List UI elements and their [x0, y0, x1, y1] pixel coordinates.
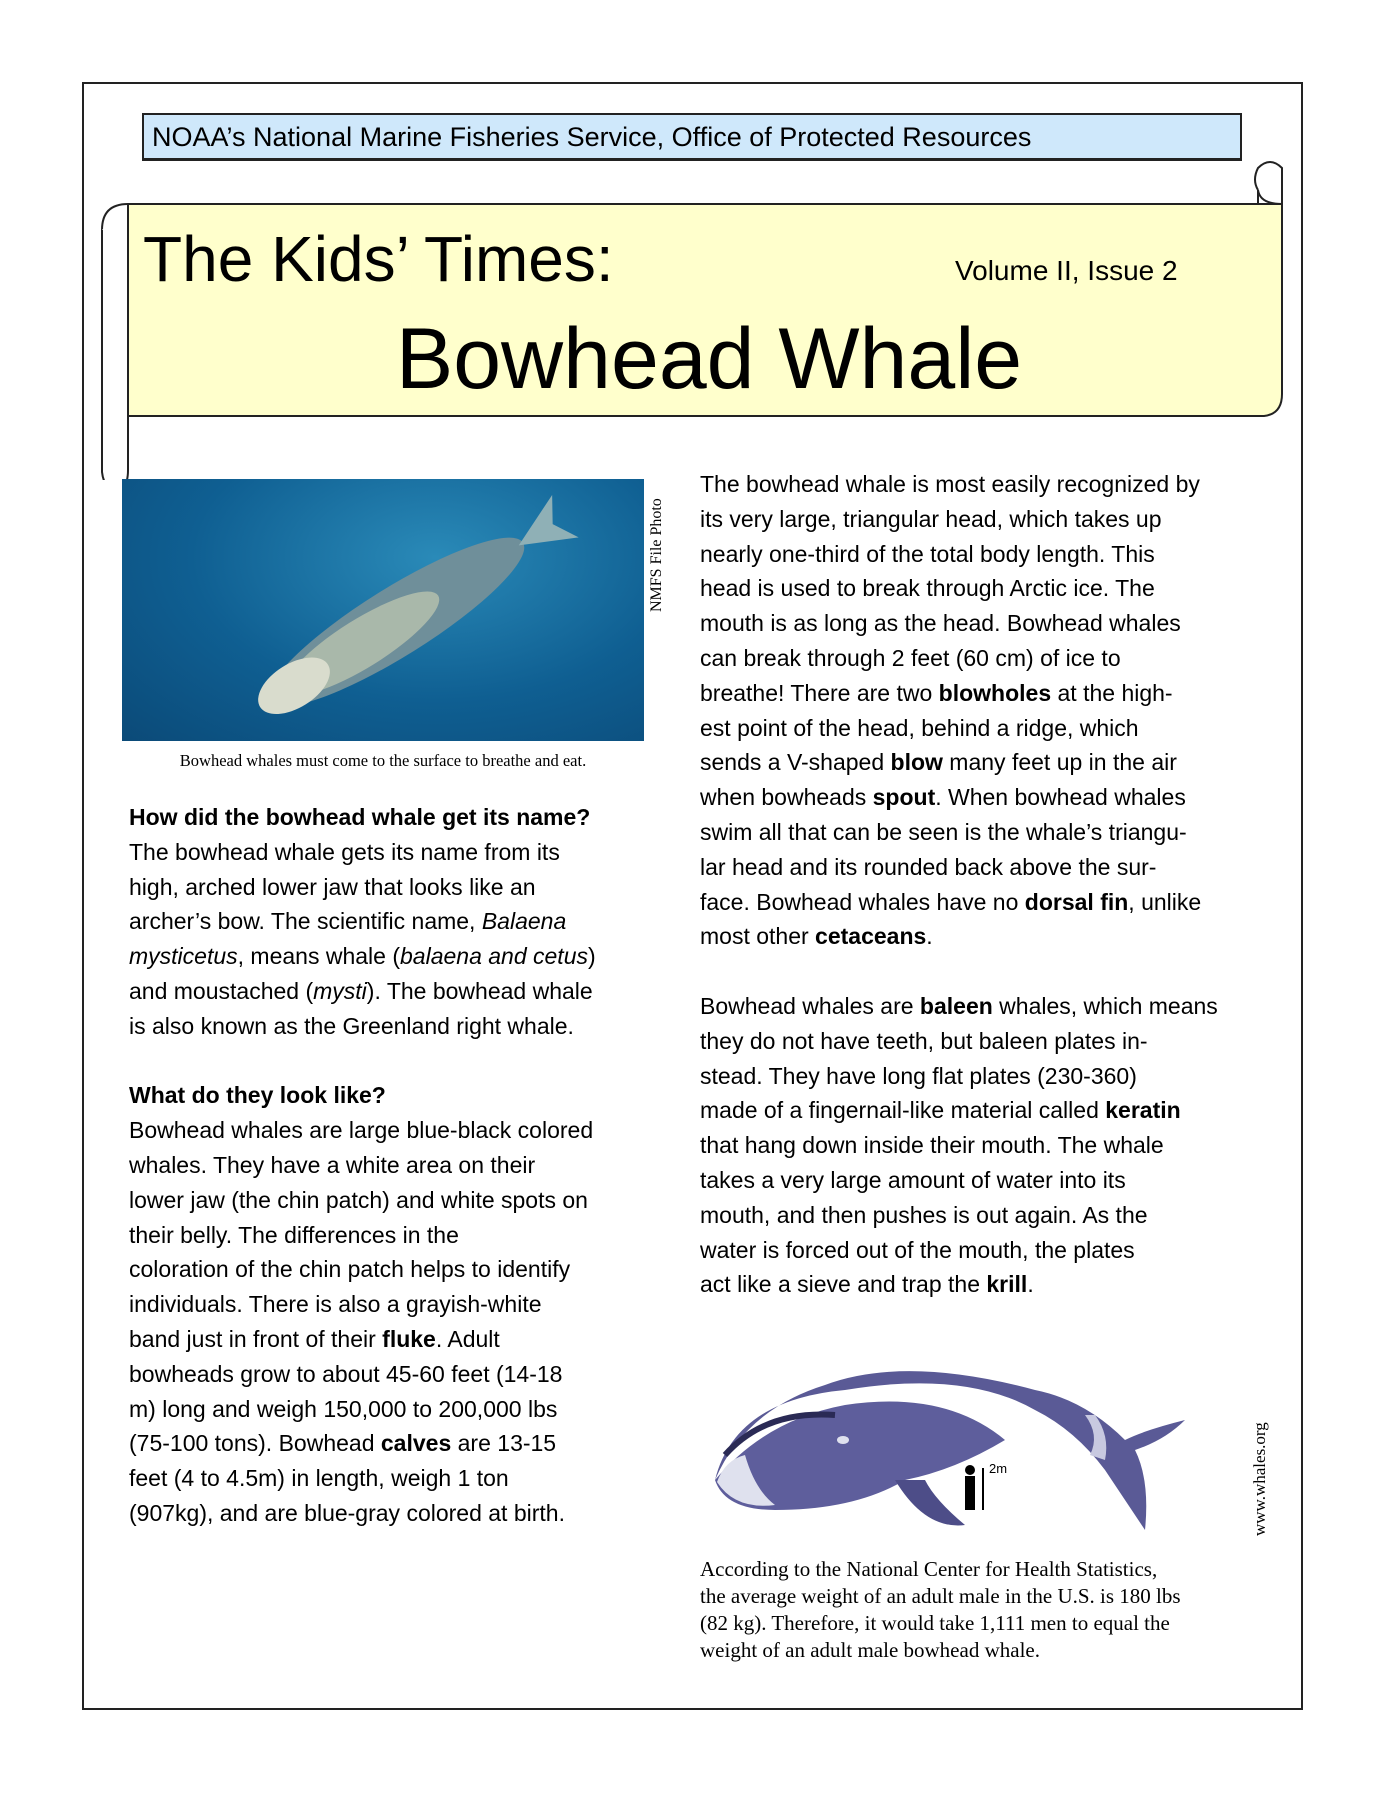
bold-term: What do they look like? — [129, 1082, 386, 1109]
text-line — [700, 676, 1218, 711]
text-run: ) — [588, 943, 596, 970]
text-run: water is forced out of the mouth, the plates — [700, 1236, 1135, 1263]
bold-term: keratin — [1105, 1097, 1181, 1124]
italic-term: Balaena — [481, 908, 567, 935]
text-run: their belly. The differences in the — [129, 1221, 459, 1248]
whale-photo-image — [122, 479, 644, 741]
issue-label: Volume II, Issue 2 — [955, 255, 1178, 286]
text-line — [129, 904, 596, 939]
text-run: act like a sieve and trap the — [700, 1271, 987, 1298]
text-line — [700, 850, 1218, 885]
series-title: The Kids’ Times: — [143, 223, 614, 295]
text-run: sends a V-shaped — [700, 749, 891, 776]
text-line — [129, 1218, 596, 1253]
text-run: , unlike — [1128, 888, 1202, 915]
text-line — [700, 780, 1218, 815]
bold-term: dorsal fin — [1024, 888, 1129, 915]
text-line — [700, 606, 1218, 641]
text-run: . — [1027, 1271, 1034, 1298]
text-run: high, arched lower jaw that looks like an — [129, 873, 536, 900]
text-run: m) long and weigh 150,000 to 200,000 lbs — [129, 1395, 558, 1422]
text-line — [700, 989, 1218, 1024]
text-run: . When bowhead whales — [935, 784, 1186, 811]
text-line — [129, 1357, 596, 1392]
bold-term: blowholes — [938, 679, 1052, 706]
text-run: takes a very large amount of water into its — [700, 1166, 1126, 1193]
text-run: Bowhead whales are large blue-black colored — [129, 1117, 594, 1144]
text-line — [129, 870, 596, 905]
text-run: ). The bowhead whale — [366, 977, 593, 1004]
footnote-line: the average weight of an adult male in the U.S. is 180 lbs — [700, 1584, 1181, 1608]
bold-term: blow — [890, 749, 943, 776]
text-line — [700, 1198, 1218, 1233]
photo-caption: Bowhead whales must come to the surface to breathe and eat. — [179, 751, 587, 770]
text-run: The bowhead whale is most easily recognized by — [700, 471, 1200, 497]
text-line — [700, 537, 1218, 572]
photo-credit: NMFS File Photo — [648, 498, 665, 612]
text-run: Bowhead whales are — [700, 992, 920, 1019]
text-line — [129, 1078, 596, 1113]
bold-term: How did the bowhead whale get its name? — [129, 804, 591, 830]
text-run: face. Bowhead whales have no — [700, 888, 1025, 915]
footnote-line: (82 kg). Therefore, it would take 1,111 men to equal the — [700, 1611, 1170, 1635]
text-line — [700, 1093, 1218, 1128]
text-line — [129, 1148, 596, 1183]
text-line — [700, 641, 1218, 676]
text-line — [700, 1059, 1218, 1094]
text-line — [700, 1128, 1218, 1163]
text-line — [129, 800, 596, 835]
text-run: archer’s bow. The scientific name, — [129, 908, 482, 935]
text-run: feet (4 to 4.5m) in length, weigh 1 ton — [129, 1465, 509, 1492]
left-column-text — [129, 800, 596, 1531]
weight-comparison-note — [700, 1556, 1181, 1664]
text-run: its very large, triangular head, which takes up — [700, 505, 1162, 532]
right-column-text — [700, 467, 1218, 1302]
text-line — [129, 939, 596, 974]
text-line — [129, 1044, 596, 1079]
text-line — [700, 502, 1218, 537]
text-line — [700, 1163, 1218, 1198]
text-run: band just in front of their — [129, 1325, 383, 1352]
text-run: they do not have teeth, but baleen plates in- — [700, 1027, 1148, 1054]
text-line — [700, 1233, 1218, 1268]
illustration-credit: www.whales.org — [1250, 1422, 1269, 1536]
bold-term: calves — [380, 1430, 452, 1457]
text-line — [129, 1322, 596, 1357]
text-line — [700, 1024, 1218, 1059]
text-line — [700, 745, 1218, 780]
human-scale-figure — [965, 1465, 975, 1475]
scale-label: 2m — [989, 1461, 1008, 1476]
text-line — [700, 467, 1218, 502]
text-run: are 13-15 — [451, 1430, 557, 1457]
italic-term: mysti — [313, 977, 367, 1004]
footnote-line: According to the National Center for Health Statistics, — [700, 1557, 1158, 1581]
text-line — [129, 1496, 596, 1531]
text-run: at the high- — [1051, 679, 1173, 706]
text-run: whales. They have a white area on their — [129, 1151, 536, 1178]
text-line — [700, 954, 1218, 989]
text-line — [700, 815, 1218, 850]
text-run: lower jaw (the chin patch) and white spots on — [129, 1186, 588, 1213]
page-title: Bowhead Whale — [395, 311, 1023, 407]
text-line — [129, 1009, 596, 1044]
text-line — [129, 1461, 596, 1496]
bold-term: cetaceans — [815, 923, 927, 950]
text-run: . Adult — [435, 1325, 500, 1352]
text-line — [129, 1426, 596, 1461]
text-line — [700, 571, 1218, 606]
text-run: and moustached ( — [129, 977, 314, 1004]
text-line — [129, 1287, 596, 1322]
text-run: made of a fingernail-like material called — [700, 1097, 1106, 1124]
text-line — [129, 1252, 596, 1287]
text-run: (75-100 tons). Bowhead — [129, 1430, 381, 1457]
text-run: most other — [700, 923, 816, 950]
text-run: individuals. There is also a grayish-white — [129, 1291, 542, 1318]
text-run: mouth, and then pushes is out again. As the — [700, 1201, 1148, 1228]
text-run: when bowheads — [700, 784, 873, 811]
text-run: whales, which means — [992, 992, 1218, 1019]
bold-term: baleen — [919, 992, 993, 1019]
italic-term: balaena and cetus — [400, 943, 588, 970]
bold-term: spout — [872, 784, 936, 811]
text-run: , means whale ( — [237, 943, 400, 970]
text-run: nearly one-third of the total body length. This — [700, 540, 1155, 567]
whale-photo — [122, 479, 644, 741]
text-line — [700, 1267, 1218, 1302]
text-run: swim all that can be seen is the whale’s triangu- — [700, 818, 1187, 845]
text-run: that hang down inside their mouth. The whale — [700, 1132, 1164, 1159]
text-run: The bowhead whale gets its name from its — [129, 838, 560, 865]
text-line — [129, 1113, 596, 1148]
text-run: can break through 2 feet (60 cm) of ice to — [700, 644, 1121, 671]
bold-term: krill — [986, 1271, 1028, 1298]
text-run: coloration of the chin patch helps to identify — [129, 1256, 571, 1283]
text-run: . — [926, 923, 933, 950]
text-run: stead. They have long flat plates (230-360) — [700, 1062, 1137, 1089]
text-line — [129, 974, 596, 1009]
text-run: lar head and its rounded back above the sur- — [700, 853, 1157, 880]
text-run: many feet up in the air — [942, 749, 1177, 776]
text-line — [700, 885, 1218, 920]
text-line — [700, 919, 1218, 954]
text-line — [129, 1183, 596, 1218]
text-run: is also known as the Greenland right whale. — [129, 1012, 574, 1039]
italic-term: mysticetus — [129, 943, 238, 970]
footnote-line: weight of an adult male bowhead whale. — [700, 1638, 1040, 1662]
text-run: breathe! There are two — [700, 679, 939, 706]
agency-header: NOAA’s National Marine Fisheries Service, Office of Protected Resources — [142, 113, 1242, 161]
text-run: est point of the head, behind a ridge, which — [700, 714, 1139, 741]
text-line — [129, 835, 596, 870]
bold-term: fluke — [382, 1325, 436, 1352]
text-run: bowheads grow to about 45-60 feet (14-18 — [129, 1360, 563, 1387]
text-run: mouth is as long as the head. Bowhead whales — [700, 610, 1181, 637]
text-run: head is used to break through Arctic ice. The — [700, 575, 1155, 602]
text-line — [129, 1392, 596, 1427]
text-line — [700, 711, 1218, 746]
text-run: (907kg), and are blue-gray colored at birth. — [129, 1499, 565, 1526]
bowhead-whale-illustration — [705, 1360, 1225, 1540]
